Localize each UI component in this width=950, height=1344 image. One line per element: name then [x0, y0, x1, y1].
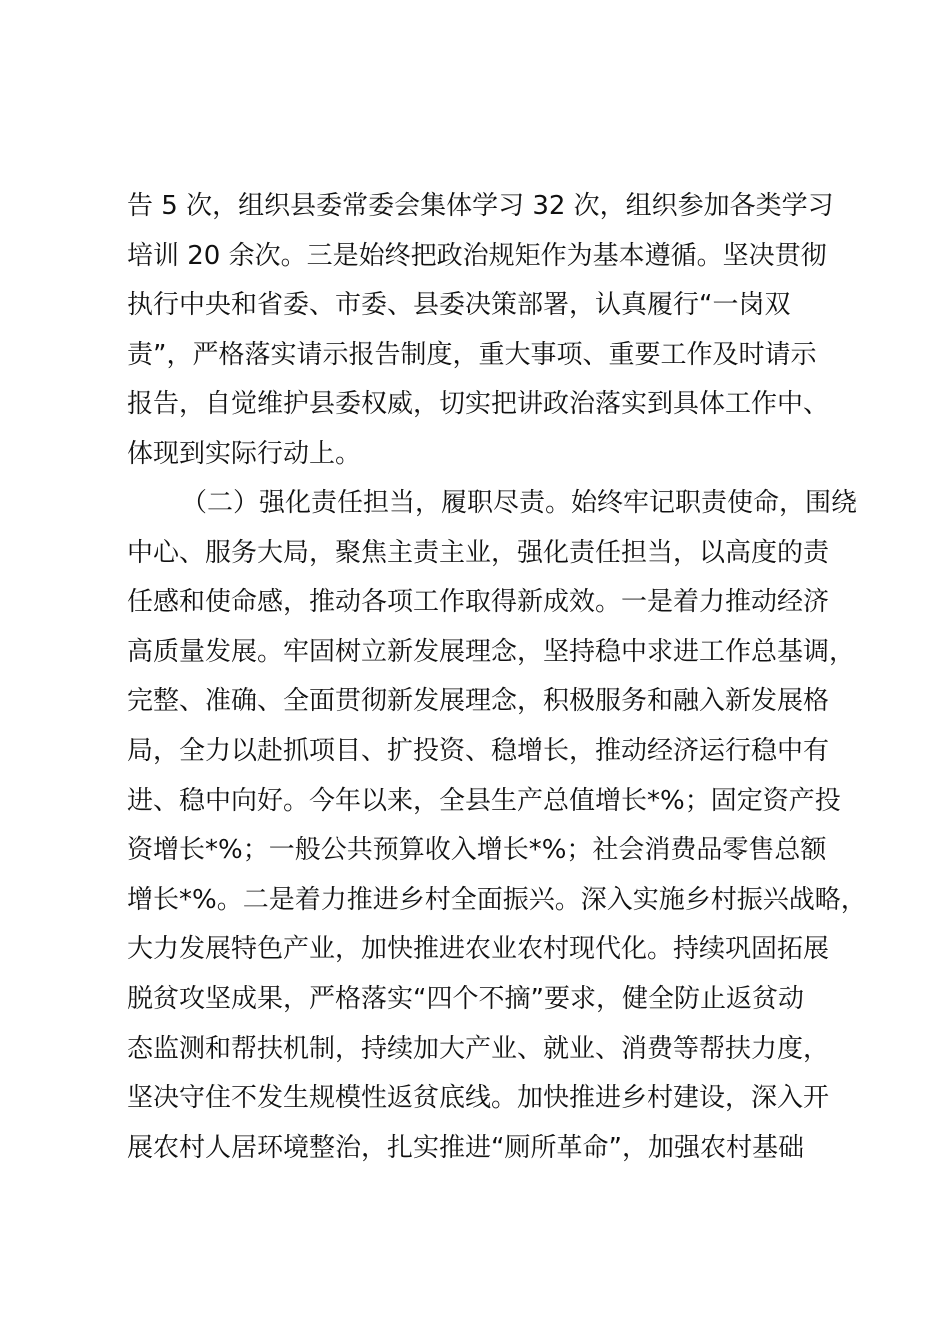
text-line: 培训 20 余次。三是始终把政治规矩作为基本遵循。坚决贯彻 [127, 240, 827, 271]
section-heading-line: （二）强化责任担当，履职尽责。始终牢记职责使命，围绕 [181, 488, 858, 518]
text-line: 告 5 次，组织县委常委会集体学习 32 次，组织参加各类学习 [127, 191, 834, 221]
text-line: 大力发展特色产业，加快推进农业农村现代化。持续巩固拓展 [127, 934, 830, 965]
paragraph-section-two [127, 479, 867, 1173]
text-line: 体现到实际行动上。 [127, 438, 362, 469]
text-line: 增长*%。二是着力推进乡村全面振兴。深入实施乡村振兴战略， [127, 884, 867, 915]
text-line: 执行中央和省委、市委、县委决策部署，认真履行“一岗双 [127, 290, 791, 321]
text-line: 资增长*%；一般公共预算收入增长*%；社会消费品零售总额 [127, 835, 827, 866]
text-line: 完整、准确、全面贯彻新发展理念，积极服务和融入新发展格 [127, 686, 830, 717]
text-line: 坚决守住不发生规模性返贫底线。加快推进乡村建设，深入开 [127, 1083, 830, 1114]
text-line: 局，全力以赴抓项目、扩投资、稳增长，推动经济运行稳中有 [127, 735, 830, 766]
text-line: 展农村人居环境整治，扎实推进“厕所革命”，加强农村基础 [127, 1132, 804, 1163]
text-line: 高质量发展。牢固树立新发展理念，坚持稳中求进工作总基调， [127, 636, 856, 667]
text-line: 责”，严格落实请示报告制度，重大事项、重要工作及时请示 [127, 339, 817, 370]
text-line: 中心、服务大局，聚焦主责主业，强化责任担当，以高度的责 [127, 537, 830, 568]
paragraph-continued [127, 182, 867, 480]
text-line: 进、稳中向好。今年以来，全县生产总值增长*%；固定资产投 [127, 785, 841, 816]
text-line: 脱贫攻坚成果，严格落实“四个不摘”要求，健全防止返贫动 [127, 983, 804, 1014]
text-line: 报告，自觉维护县委权威，切实把讲政治落实到具体工作中、 [127, 389, 830, 420]
text-line: 任感和使命感，推动各项工作取得新成效。一是着力推动经济 [127, 587, 830, 618]
text-line: 态监测和帮扶机制，持续加大产业、就业、消费等帮扶力度， [127, 1033, 830, 1064]
